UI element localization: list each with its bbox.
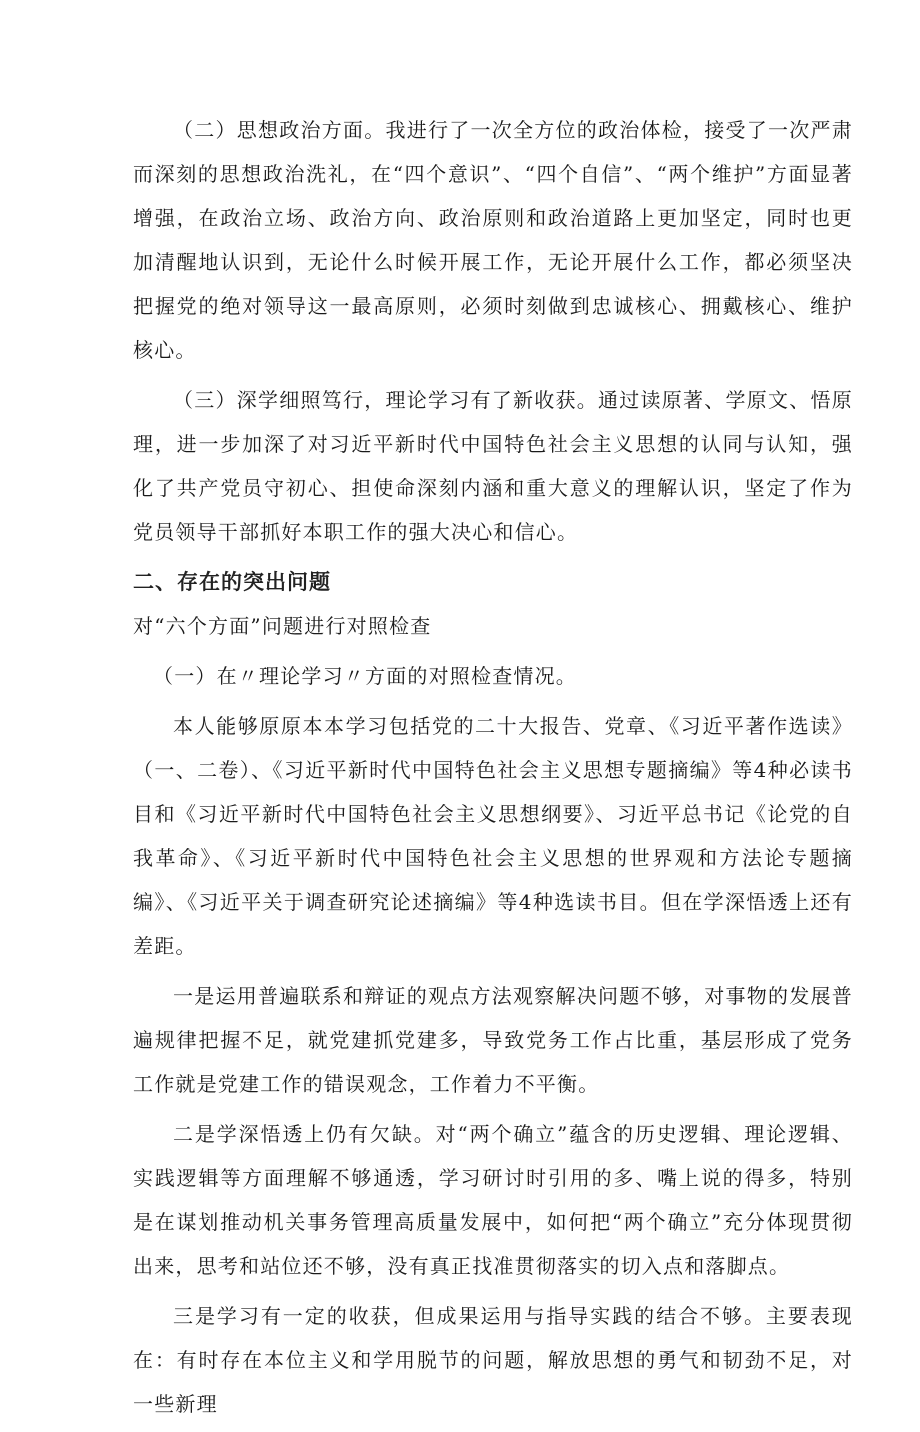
sub-heading: （一）在〃理论学习〃方面的对照检查情况。 xyxy=(153,664,577,688)
paragraph-political-thought: （二）思想政治方面。我进行了一次全方位的政治体检，接受了一次严肃而深刻的思想政治洗礼，在“四个意识”、“四个自信”、“两个维护”方面显著增强，在政治立场、政治方向、政治原则和政治道路上更加坚定，同时也更加清醒地认识到，无论什么时候开展工作，无论开展什么工作，都必须坚决把握党的绝对领导这一最高原则，必须时刻做到忠诚核心、拥戴核心、维护核心。 xyxy=(133,118,853,362)
document-body xyxy=(133,108,853,1432)
paragraph-problem-two: 二是学深悟透上仍有欠缺。对“两个确立”蕴含的历史逻辑、理论逻辑、实践逻辑等方面理解不够通透，学习研讨时引用的多、嘴上说的得多，特别是在谋划推动机关事务管理高质量发展中，如何把“两个确立”充分体现贯彻出来，思考和站位还不够，没有真正找准贯彻落实的切入点和落脚点。 xyxy=(133,1122,853,1278)
intro-line: 对“六个方面”问题进行对照检查 xyxy=(133,614,432,638)
paragraph-reading-list: 本人能够原原本本学习包括党的二十大报告、党章、《习近平著作选读》（一、二卷）、《习近平新时代中国特色社会主义思想专题摘编》等4种必读书目和《习近平新时代中国特色社会主义思想纲要》、习近平总书记《论党的自我革命》、《习近平新时代中国特色社会主义思想的世界观和方法论专题摘编》、《习近平关于调查研究论述摘编》等4种选读书目。但在学深悟透上还有差距。 xyxy=(133,714,853,958)
paragraph-problem-one: 一是运用普遍联系和辩证的观点方法观察解决问题不够，对事物的发展普遍规律把握不足，就党建抓党建多，导致党务工作占比重，基层形成了党务工作就是党建工作的错误观念，工作着力不平衡。 xyxy=(133,984,853,1096)
paragraph-theory-study-gains: （三）深学细照笃行，理论学习有了新收获。通过读原著、学原文、悟原理，进一步加深了对习近平新时代中国特色社会主义思想的认同与认知，强化了共产党员守初心、担使命深刻内涵和重大意义的理解认识，坚定了作为党员领导干部抓好本职工作的强大决心和信心。 xyxy=(133,388,853,544)
section-heading: 二、存在的突出问题 xyxy=(133,570,331,594)
paragraph-problem-three: 三是学习有一定的收获，但成果运用与指导实践的结合不够。主要表现在：有时存在本位主义和学用脱节的问题，解放思想的勇气和韧劲不足，对一些新理 xyxy=(133,1304,853,1416)
